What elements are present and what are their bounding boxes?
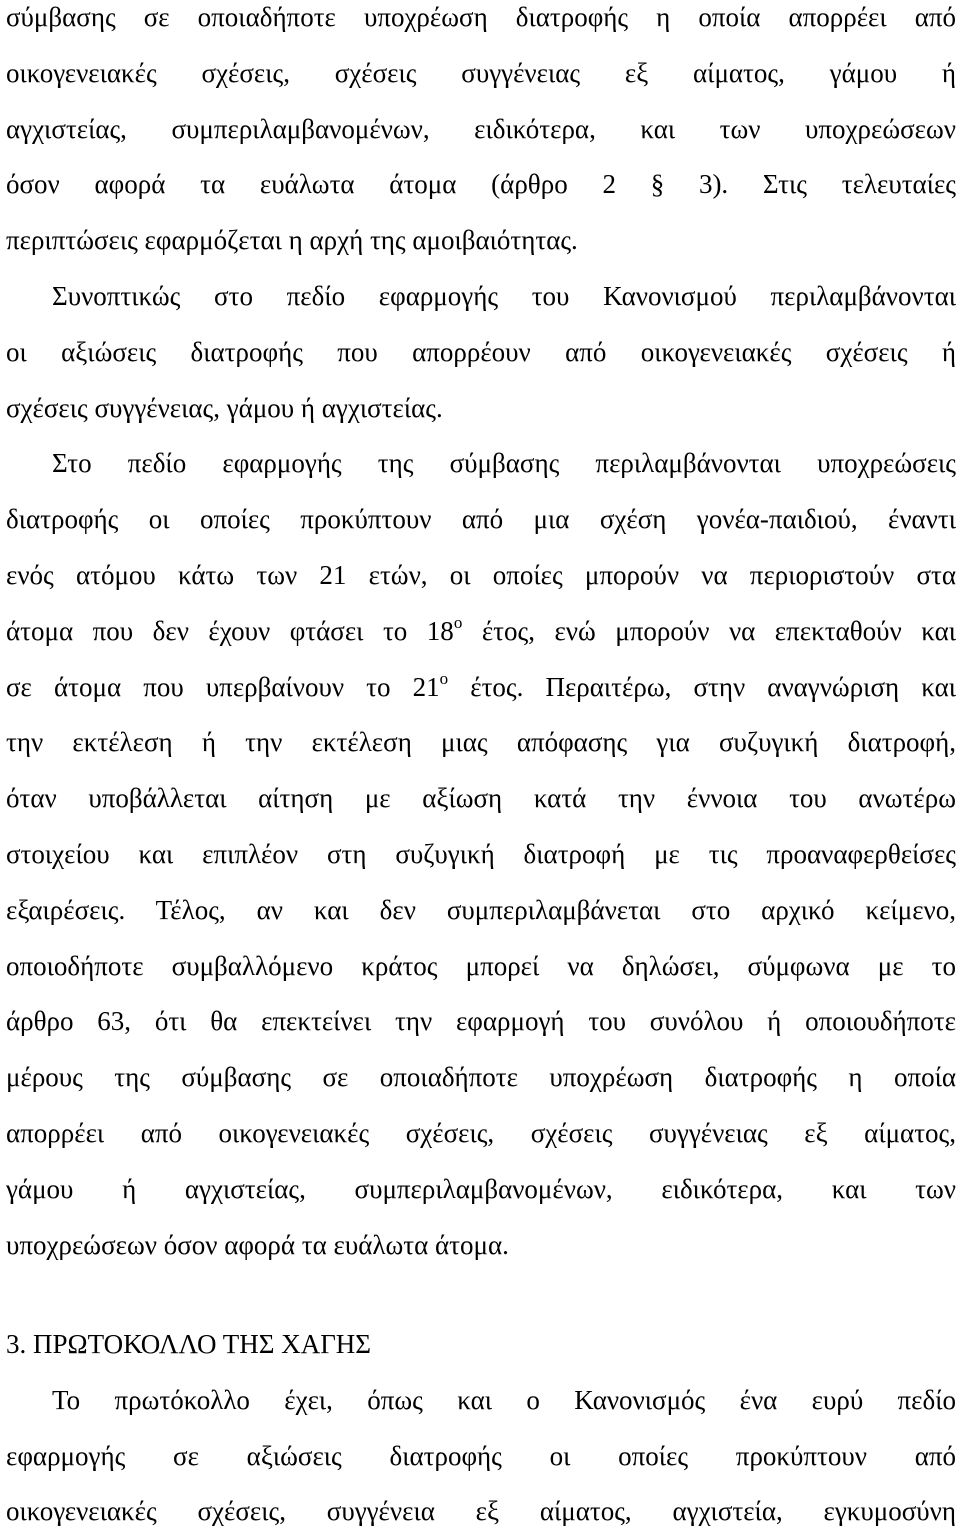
text-line: υποχρεώσεων όσον αφορά τα ευάλωτα άτομα. xyxy=(6,1230,509,1260)
text-line: οικογενειακές σχέσεις, σχέσεις συγγένειας εξ αίματος, γάμου ή xyxy=(6,58,956,88)
text-line: αγχιστείας, συμπεριλαμβανομένων, ειδικότερα, και των υποχρεώσεων xyxy=(6,114,956,144)
text-segment: άτομα που δεν έχουν φτάσει το 18 xyxy=(6,616,454,646)
text-segment: σε άτομα που υπερβαίνουν το 21 xyxy=(6,672,440,702)
text-line: στοιχείου και επιπλέον στη συζυγική διατροφή με τις προαναφερθείσες xyxy=(6,839,956,869)
paragraph-first-line: Συνοπτικώς στο πεδίο εφαρμογής του Κανονισμού περιλαμβάνονται xyxy=(52,281,956,311)
text-line: οικογενειακές σχέσεις, συγγένεια εξ αίματος, αγχιστεία, εγκυμοσύνη xyxy=(6,1496,956,1526)
text-line: άρθρο 63, ότι θα επεκτείνει την εφαρμογή του συνόλου ή οποιουδήποτε xyxy=(6,1006,956,1036)
text-line: εφαρμογής σε αξιώσεις διατροφής οι οποίες προκύπτουν από xyxy=(6,1441,956,1471)
text-line: περιπτώσεις εφαρμόζεται η αρχή της αμοιβαιότητας. xyxy=(6,225,578,255)
text-line: ενός ατόμου κάτω των 21 ετών, οι οποίες μπορούν να περιοριστούν στα xyxy=(6,560,956,590)
text-line xyxy=(6,614,956,648)
text-line: οι αξιώσεις διατροφής που απορρέουν από οικογενειακές σχέσεις ή xyxy=(6,337,956,367)
text-segment: έτος, ενώ μπορούν να επεκταθούν και xyxy=(462,616,956,646)
text-line: οποιοδήποτε συμβαλλόμενο κράτος μπορεί να δηλώσει, σύμφωνα με το xyxy=(6,951,956,981)
text-line: σχέσεις συγγένειας, γάμου ή αγχιστείας. xyxy=(6,393,443,423)
superscript: ο xyxy=(453,613,463,632)
text-line: την εκτέλεση ή την εκτέλεση μιας απόφασης για συζυγική διατροφή, xyxy=(6,727,956,757)
superscript: ο xyxy=(439,669,449,688)
text-line: εξαιρέσεις. Τέλος, αν και δεν συμπεριλαμβάνεται στο αρχικό κείμενο, xyxy=(6,895,956,925)
text-line: απορρέει από οικογενειακές σχέσεις, σχέσεις συγγένειας εξ αίματος, xyxy=(6,1118,956,1148)
text-segment: έτος. Περαιτέρω, στην αναγνώριση και xyxy=(448,672,956,702)
text-line: όσον αφορά τα ευάλωτα άτομα (άρθρο 2 § 3). Στις τελευταίες xyxy=(6,169,956,199)
paragraph-first-line: Το πρωτόκολλο έχει, όπως και ο Κανονισμός ένα ευρύ πεδίο xyxy=(52,1385,956,1415)
text-line: όταν υποβάλλεται αίτηση με αξίωση κατά την έννοια του ανωτέρω xyxy=(6,783,956,813)
text-line: μέρους της σύμβασης σε οποιαδήποτε υποχρέωση διατροφής η οποία xyxy=(6,1062,956,1092)
text-line: γάμου ή αγχιστείας, συμπεριλαμβανομένων, ειδικότερα, και των xyxy=(6,1174,956,1204)
paragraph-first-line: Στο πεδίο εφαρμογής της σύμβασης περιλαμβάνονται υποχρεώσεις xyxy=(52,448,956,478)
text-line: σύμβασης σε οποιαδήποτε υποχρέωση διατροφής η οποία απορρέει από xyxy=(6,2,956,32)
text-line xyxy=(6,670,956,704)
section-heading: 3. ΠΡΩΤΟΚΟΛΛΟ ΤΗΣ ΧΑΓΗΣ xyxy=(6,1329,372,1359)
text-line: διατροφής οι οποίες προκύπτουν από μια σχέση γονέα-παιδιού, έναντι xyxy=(6,504,956,534)
